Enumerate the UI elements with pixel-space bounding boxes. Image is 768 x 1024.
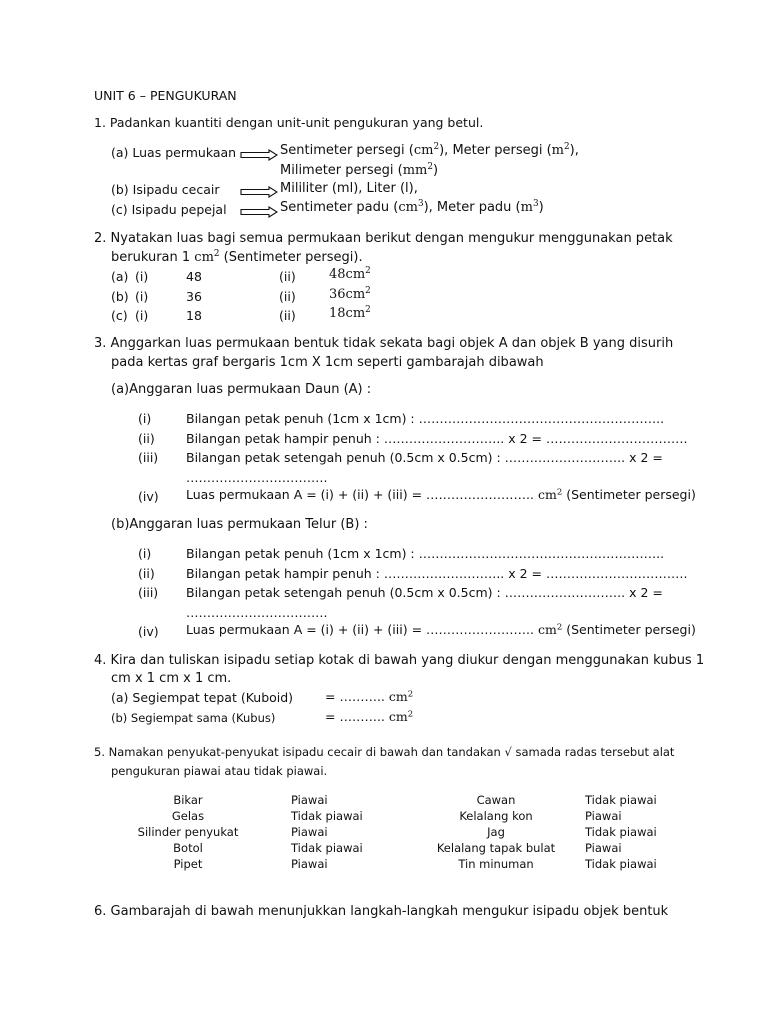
arrow-icon: [240, 203, 278, 218]
q1-answer-c: Sentimeter padu $(cm^3)$, Meter padu $(m^3)$: [280, 199, 544, 215]
arrow-icon: [240, 183, 278, 198]
q1-answer-b: Mililiter (ml), Liter (l),: [280, 181, 418, 196]
q1-label-a: (a) Luas permukaan: [111, 145, 237, 160]
q5-line1: 5. Namakan penyukat-penyukat isipadu cecair di bawah dan tandakan √ samada radas tersebut alat: [94, 745, 675, 759]
q3-line2: pada kertas graf bergaris 1cm X 1cm seperti gambarajah dibawah: [111, 355, 544, 370]
q3-line1: 3. Anggarkan luas permukaan bentuk tidak sekata bagi objek A dan objek B yang disurih: [94, 336, 674, 351]
q4-line2: cm x 1 cm x 1 cm.: [111, 671, 232, 686]
q2-line1: 2. Nyatakan luas bagi semua permukaan berikut dengan mengukur menggunakan petak: [94, 231, 673, 246]
q5-line2: pengukuran piawai atau tidak piawai.: [111, 764, 328, 778]
q4-line1: 4. Kira dan tuliskan isipadu setiap kotak di bawah yang diukur dengan menggunakan kubus 1: [94, 653, 705, 668]
q1-label-b: (b) Isipadu cecair: [111, 182, 220, 197]
worksheet-page: UNIT 6 – PENGUKURAN 1. Padankan kuantiti dengan unit-unit pengukuran yang betul. (a) Luas permukaan Sentimeter persegi $(cm^2)$, Meter persegi $(m^2)$, Milimeter persegi $(mm^2)$ (b) Isipadu cecair Mililiter (ml), Liter (l), (c) Isipadu pepejal Sentimeter padu $(cm^3)$, Meter padu $(m^3)$ 2. Nyatakan luas bagi semua permukaan berikut dengan mengukur menggunakan petak berukuran 1 $cm^2$ (Sentimeter persegi). (a) (i) 48 (ii) $48cm^2$ (b) (i) 36 (ii) $36cm^2$ (c) (i) 18 (ii) $18cm^2$ 3. Anggarkan luas permukaan bentuk tidak sekata bagi objek A dan objek B yang disurih pada kertas graf bergaris 1cm X 1cm seperti gambarajah dibawah (a)Anggaran luas permukaan Daun (A) : (i) Bilangan petak penuh (1cm x 1cm) : ………………………………………………….. (ii) Bilangan petak hampir penuh : ……………………….. x 2 = ……………………………. (iii) Bilangan petak setengah penuh (0.5cm x 0.5cm) : ……………………….. x 2 = ……………………………. (iv) Luas permukaan A = (i) + (ii) + (iii) = …………………….. $cm^2$ (Sentimeter persegi) (b)Anggaran luas permukaan Telur (B) : (i) Bilangan petak penuh (1cm x 1cm) : ………………………………………………….. (ii) Bilangan petak hampir penuh : ……………………….. x 2 = ……………………………. (iii) Bilangan petak setengah penuh (0.5cm x 0.5cm) : ……………………….. x 2 = ……………………………. (iv) Luas permukaan A = (i) + (ii) + (iii) = …………………….. $cm^2$ (Sentimeter persegi) 4. Kira dan tuliskan isipadu setiap kotak di bawah yang diukur dengan menggunakan kubus 1 cm x 1 cm x 1 cm. (a) Segiempat tepat (Kuboid) = ……….. $cm^2$ (b) Segiempat sama (Kubus) = ……….. $cm^2$ 5. Namakan penyukat-penyukat isipadu cecair di bawah dan tandakan √ samada radas tersebut alat pengukuran piawai atau tidak piawai. Bikar Piawai Cawan Tidak piawai Gelas Tidak piawai Kelalang kon Piawai Silinder penyukat Piawai Jag Tidak piawai Botol Tidak piawai Kelalang tapak bulat Piawai Pipet Piawai Tin minuman Tidak piawai 6. Gambarajah di bawah menunjukkan langkah-langkah mengukur isipadu objek bentuk: [94, 88, 705, 919]
q3a-heading: (a)Anggaran luas permukaan Daun (A) :: [111, 382, 372, 397]
page-title: UNIT 6 – PENGUKURAN: [94, 88, 237, 103]
arrow-icon: [240, 146, 278, 161]
q1-answer-a: Sentimeter persegi $(cm^2)$, Meter persegi $(m^2)$,: [280, 142, 579, 158]
q3b-heading: (b)Anggaran luas permukaan Telur (B) :: [111, 517, 368, 532]
q2-line2: berukuran 1 $cm^2$ (Sentimeter persegi).: [111, 249, 363, 265]
q1-heading: 1. Padankan kuantiti dengan unit-unit pengukuran yang betul.: [94, 115, 484, 130]
q6-line1: 6. Gambarajah di bawah menunjukkan langkah-langkah mengukur isipadu objek bentuk: [94, 904, 669, 919]
q1-label-c: (c) Isipadu pepejal: [111, 202, 227, 217]
q1-answer-a-line2: Milimeter persegi $(mm^2)$: [280, 162, 439, 178]
